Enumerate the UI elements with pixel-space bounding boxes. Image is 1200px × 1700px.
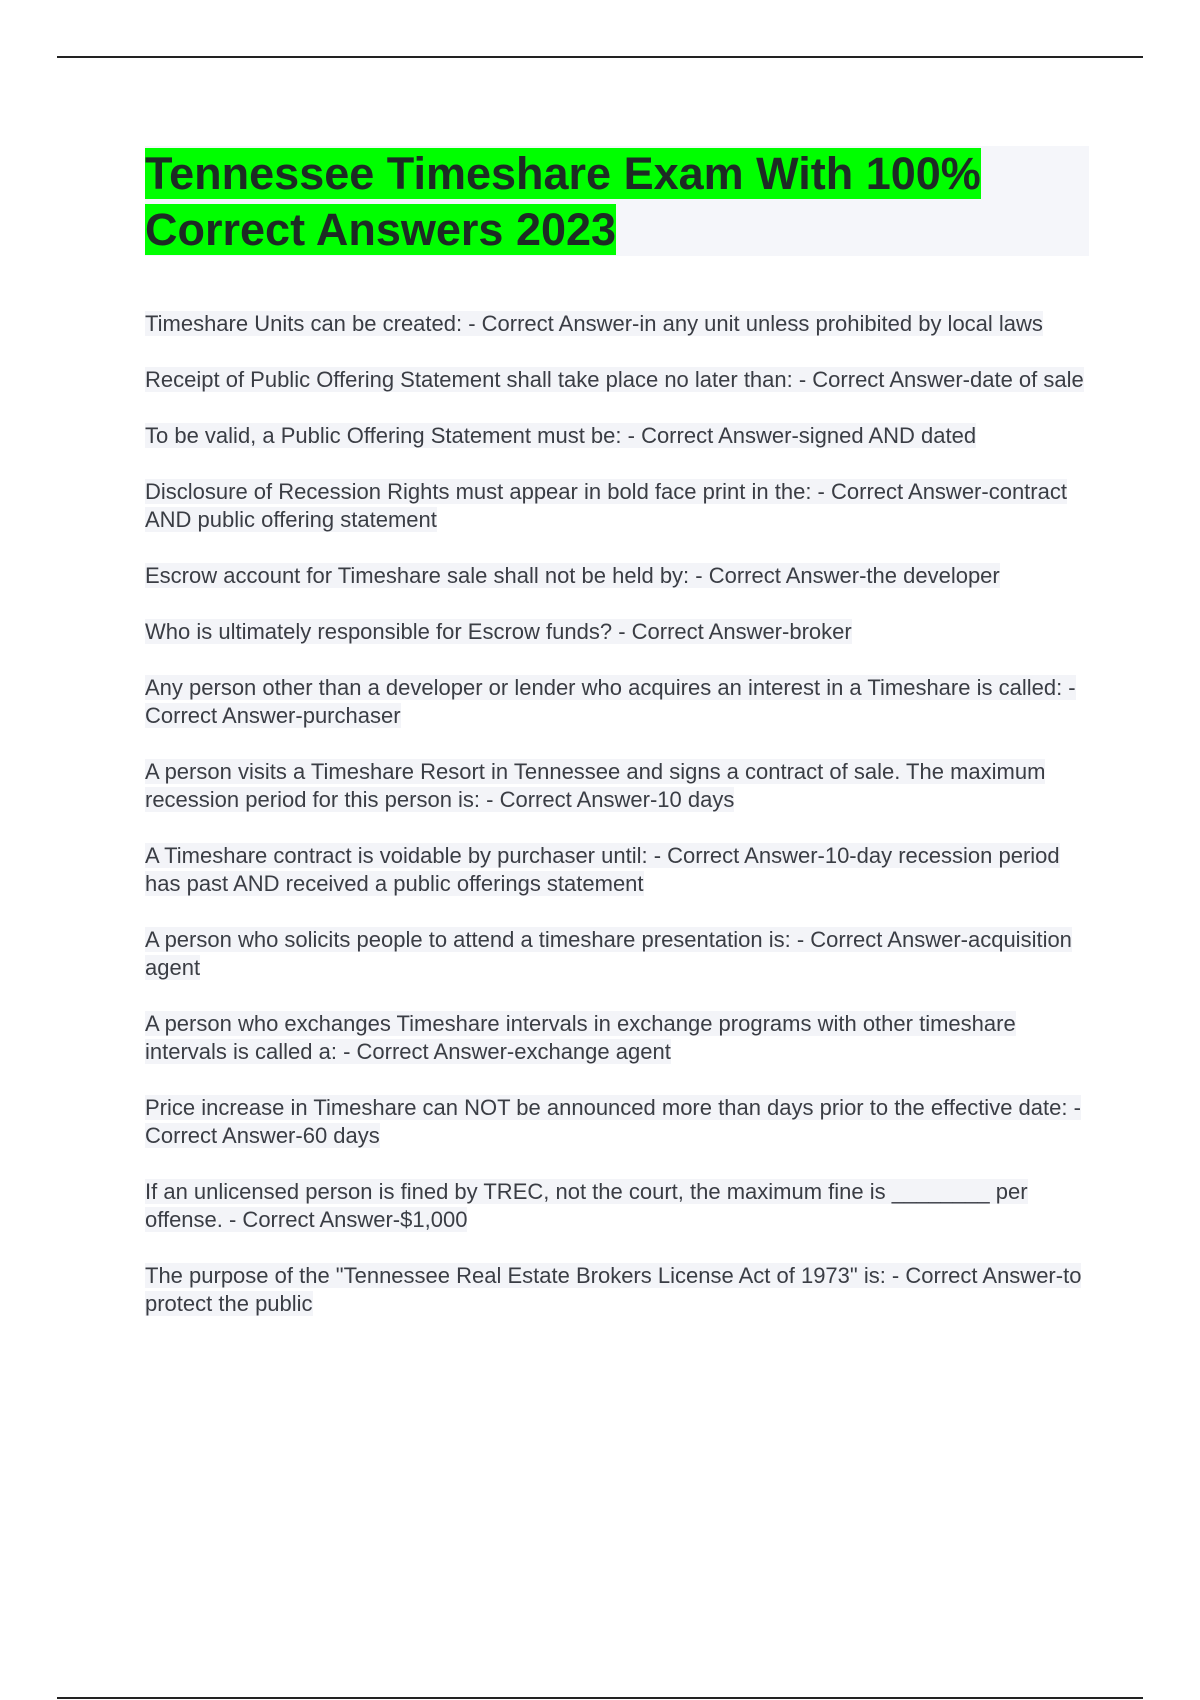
qa-item [145,674,1089,730]
qa-item-text: Escrow account for Timeshare sale shall not be held by: - Correct Answer-the developer [145,563,1000,588]
qa-item [145,562,1089,590]
qa-item-text: Who is ultimately responsible for Escrow funds? - Correct Answer-broker [145,619,852,644]
qa-item [145,422,1089,450]
qa-item [145,758,1089,814]
qa-item-text: Receipt of Public Offering Statement shall take place no later than: - Correct Answer-date of sale [145,367,1084,392]
qa-item [145,842,1089,898]
qa-item-text: Any person other than a developer or lender who acquires an interest in a Timeshare is called: - Correct Answer-purchaser [145,675,1076,728]
top-divider [57,56,1143,58]
qa-list [145,310,1089,1318]
qa-item [145,926,1089,982]
document-body [145,146,1089,1346]
qa-item [145,366,1089,394]
qa-item [145,478,1089,534]
qa-item-text: To be valid, a Public Offering Statement must be: - Correct Answer-signed AND dated [145,423,977,448]
qa-item-text: A person who exchanges Timeshare intervals in exchange programs with other timeshare intervals is called a: - Correct Answer-exchange agent [145,1011,1016,1064]
qa-item [145,1010,1089,1066]
qa-item-text: A person who solicits people to attend a timeshare presentation is: - Correct Answer-acquisition agent [145,927,1072,980]
qa-item-text: The purpose of the "Tennessee Real Estate Brokers License Act of 1973" is: - Correct Answer-to protect the public [145,1263,1082,1316]
document-title [145,146,1089,258]
bottom-divider [57,1697,1143,1699]
qa-item-text: A Timeshare contract is voidable by purchaser until: - Correct Answer-10-day recession period has past AND received a public offerings statement [145,843,1060,896]
title-line-1: Tennessee Timeshare Exam With 100% [145,148,981,199]
qa-item [145,1178,1089,1234]
qa-item-text: Price increase in Timeshare can NOT be announced more than days prior to the effective date: - Correct Answer-60 days [145,1095,1081,1148]
qa-item-text: If an unlicensed person is fined by TREC, not the court, the maximum fine is ________ per offense. - Correct Answer-$1,000 [145,1179,1028,1232]
qa-item [145,310,1089,338]
qa-item [145,1094,1089,1150]
qa-item [145,1262,1089,1318]
qa-item-text: Disclosure of Recession Rights must appear in bold face print in the: - Correct Answer-contract AND public offering statement [145,479,1067,532]
qa-item [145,618,1089,646]
qa-item-text: Timeshare Units can be created: - Correct Answer-in any unit unless prohibited by local laws [145,311,1043,336]
qa-item-text: A person visits a Timeshare Resort in Tennessee and signs a contract of sale. The maximum recession period for this person is: - Correct Answer-10 days [145,759,1046,812]
title-line-2: Correct Answers 2023 [145,204,617,255]
title-block [145,146,1089,256]
